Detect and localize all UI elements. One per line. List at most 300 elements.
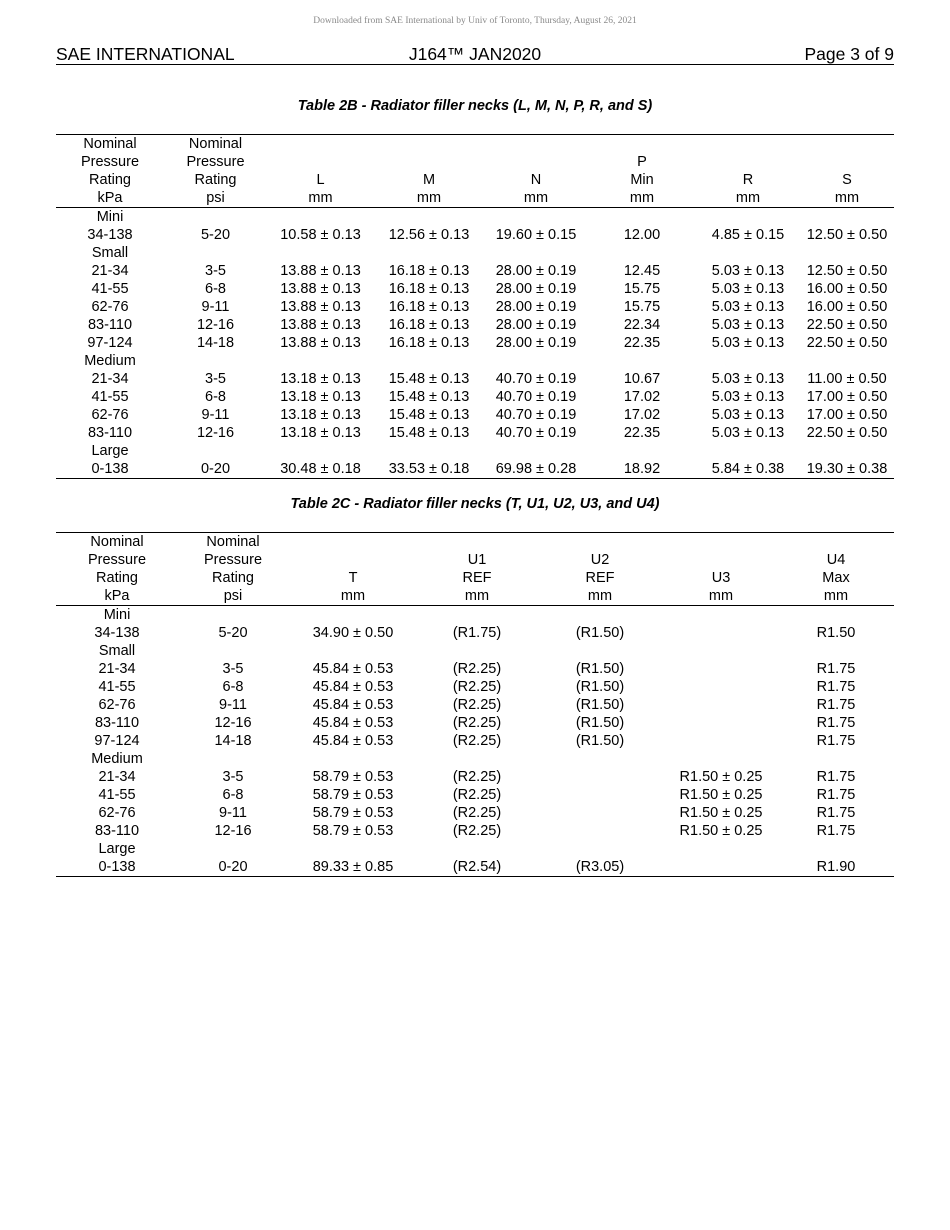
table-cell: 9-11 (219, 805, 247, 821)
table-cell: 15.75 (623, 299, 661, 315)
table-cell: 5.03 ± 0.13 (711, 371, 785, 387)
table-cell: 13.88 ± 0.13 (280, 299, 361, 315)
table-cell: 5.03 ± 0.13 (711, 335, 785, 351)
page-header (56, 44, 894, 65)
group-row (56, 442, 894, 460)
table-cell: 40.70 ± 0.19 (495, 425, 577, 441)
column-header-line: mm (629, 190, 655, 206)
column-header-line: U1 (467, 552, 487, 568)
empty-cell (374, 244, 484, 262)
empty-cell (484, 442, 588, 460)
table-cell: (R2.25) (452, 787, 502, 803)
table-cell: 45.84 ± 0.53 (312, 715, 394, 731)
table-cell: 12.00 (623, 227, 661, 243)
table-cell: 6-8 (222, 787, 244, 803)
column-header-line: L (316, 172, 325, 188)
column-header-line: kPa (97, 190, 123, 206)
table-cell: R1.50 (816, 625, 856, 641)
table-row (56, 460, 894, 479)
table-cell: 16.18 ± 0.13 (388, 263, 470, 279)
table-cell: R1.75 (816, 823, 856, 839)
table-cell: 15.75 (623, 281, 661, 297)
column-header-line: Rating (194, 172, 237, 188)
column-header-line (374, 135, 484, 153)
table-cell: 22.35 (623, 425, 661, 441)
column-header-line (800, 153, 894, 171)
table-cell: R1.50 ± 0.25 (679, 823, 763, 839)
table-cell: 34-138 (87, 227, 133, 243)
table-cell: 45.84 ± 0.53 (312, 679, 394, 695)
table-cell: 13.18 ± 0.13 (280, 425, 361, 441)
table-cell: 13.88 ± 0.13 (280, 281, 361, 297)
table-cell: 9-11 (201, 407, 230, 423)
table-cell: 12-16 (214, 715, 252, 731)
table-cell: 41-55 (98, 679, 136, 695)
column-header-line (267, 135, 374, 153)
empty-cell (288, 606, 418, 625)
empty-cell (484, 244, 588, 262)
table-cell: 3-5 (222, 769, 244, 785)
empty-cell (178, 642, 288, 660)
group-row (56, 208, 894, 227)
table-cell: 40.70 ± 0.19 (495, 371, 577, 387)
column-header-line: mm (464, 588, 490, 604)
table-cell (536, 768, 664, 786)
column-header (588, 135, 696, 208)
table-cell: 13.88 ± 0.13 (280, 263, 361, 279)
empty-cell (800, 244, 894, 262)
table-row (56, 858, 894, 877)
column-header-line: Rating (89, 172, 131, 188)
empty-cell (536, 750, 664, 768)
table-cell: 41-55 (98, 787, 136, 803)
column-header-line: psi (223, 588, 243, 604)
column-header-line: M (422, 172, 436, 188)
table-cell: 5.03 ± 0.13 (711, 389, 785, 405)
table-cell: 16.18 ± 0.13 (388, 317, 470, 333)
column-header-line (588, 135, 696, 153)
column-header-line (374, 153, 484, 171)
column-header (374, 135, 484, 208)
table-cell: 12.45 (623, 263, 661, 279)
table-cell: 19.60 ± 0.15 (495, 227, 577, 243)
page-number: Page 3 of 9 (804, 44, 894, 64)
table-row (56, 424, 894, 442)
column-header-line (484, 153, 588, 171)
table-cell: 30.48 ± 0.18 (280, 461, 361, 477)
table-cell: 58.79 ± 0.53 (312, 787, 394, 803)
empty-cell (178, 606, 288, 625)
table-row (56, 334, 894, 352)
header-row (56, 135, 894, 208)
table-cell (664, 696, 778, 714)
organization-name: SAE INTERNATIONAL (56, 44, 235, 64)
table-cell: 28.00 ± 0.19 (495, 299, 577, 315)
column-header-line: Min (630, 172, 654, 188)
column-header (288, 533, 418, 606)
table-cell: 4.85 ± 0.15 (711, 227, 785, 243)
table-cell: 21-34 (91, 371, 129, 387)
empty-cell (484, 208, 588, 227)
table-row (56, 786, 894, 804)
table-cell: 14-18 (214, 733, 252, 749)
empty-cell (418, 642, 536, 660)
table-cell: 16.18 ± 0.13 (388, 335, 470, 351)
table-cell: 5.03 ± 0.13 (711, 299, 785, 315)
column-header-line (418, 533, 536, 551)
column-header-line (484, 135, 588, 153)
empty-cell (536, 840, 664, 858)
column-header-line: N (530, 172, 542, 188)
table-cell: 22.50 ± 0.50 (806, 425, 888, 441)
table-cell: 97-124 (94, 733, 140, 749)
table-row (56, 714, 894, 732)
table-cell: (R1.50) (575, 625, 625, 641)
empty-cell (778, 840, 894, 858)
column-header-line (288, 551, 418, 569)
table-cell: (R1.50) (575, 697, 625, 713)
column-header-line: mm (340, 588, 366, 604)
table-cell: 89.33 ± 0.85 (312, 859, 394, 875)
table-cell: 5.03 ± 0.13 (711, 407, 785, 423)
table-cell: (R3.05) (575, 859, 625, 875)
column-header-line: T (348, 570, 358, 586)
group-row (56, 642, 894, 660)
empty-cell (418, 750, 536, 768)
table-row (56, 768, 894, 786)
column-header-line (696, 153, 800, 171)
column-header-line (696, 135, 800, 153)
table-2b-caption: Table 2B - Radiator filler necks (L, M, N, P, R, and S) (297, 98, 653, 114)
empty-cell (164, 442, 267, 460)
table-row (56, 226, 894, 244)
column-header-line: Pressure (80, 154, 140, 170)
table-cell (664, 858, 778, 877)
table-cell: 40.70 ± 0.19 (495, 407, 577, 423)
empty-cell (664, 750, 778, 768)
table-cell: 62-76 (91, 299, 129, 315)
empty-cell (164, 244, 267, 262)
table-cell: 22.34 (623, 317, 661, 333)
table-cell: 5.03 ± 0.13 (711, 281, 785, 297)
empty-cell (178, 750, 288, 768)
table-2c-caption: Table 2C - Radiator filler necks (T, U1, U2, U3, and U4) (290, 496, 660, 512)
table-cell: 0-20 (218, 859, 248, 875)
table-row (56, 696, 894, 714)
document-id: J164™ JAN2020 (408, 44, 542, 64)
column-header-line: mm (823, 588, 849, 604)
table-cell: 11.00 ± 0.50 (807, 371, 887, 387)
size-class-label: Medium (84, 353, 136, 369)
column-header-line: Pressure (87, 552, 147, 568)
empty-cell (664, 642, 778, 660)
table-cell: 17.02 (623, 389, 661, 405)
column-header (267, 135, 374, 208)
empty-cell (288, 840, 418, 858)
column-header (778, 533, 894, 606)
table-cell: (R2.25) (452, 661, 502, 677)
empty-cell (418, 840, 536, 858)
table-cell: 6-8 (205, 281, 226, 297)
table-2b (56, 134, 894, 479)
table-cell: 18.92 (623, 461, 661, 477)
table-cell: 0-138 (98, 859, 136, 875)
table-cell: 58.79 ± 0.53 (312, 823, 394, 839)
empty-cell (267, 244, 374, 262)
table-cell: 9-11 (219, 697, 247, 713)
table-row (56, 624, 894, 642)
header-row (56, 533, 894, 606)
table-row (56, 388, 894, 406)
size-class-label: Small (91, 245, 129, 261)
table-row (56, 280, 894, 298)
table-cell: (R2.25) (452, 805, 502, 821)
column-header-line: mm (587, 588, 613, 604)
table-cell: 17.02 (623, 407, 661, 423)
column-header-line: REF (462, 570, 492, 586)
size-class-label: Mini (103, 607, 131, 623)
table-cell: (R2.25) (452, 697, 502, 713)
column-header-line: mm (523, 190, 549, 206)
table-cell: (R1.50) (575, 733, 625, 749)
table-cell: 16.18 ± 0.13 (388, 299, 470, 315)
table-cell: (R1.50) (575, 679, 625, 695)
column-header (56, 533, 178, 606)
table-cell: (R2.25) (452, 679, 502, 695)
table-cell: 13.18 ± 0.13 (280, 389, 361, 405)
column-header (696, 135, 800, 208)
table-cell: 15.48 ± 0.13 (388, 407, 470, 423)
table-cell: 15.48 ± 0.13 (388, 389, 470, 405)
column-header-line: U3 (711, 570, 731, 586)
table-cell: 28.00 ± 0.19 (495, 263, 577, 279)
table-cell: R1.75 (816, 679, 856, 695)
size-class-label: Large (98, 841, 136, 857)
empty-cell (696, 208, 800, 227)
empty-cell (588, 442, 696, 460)
size-class-label: Medium (91, 751, 143, 767)
table-cell (664, 678, 778, 696)
table-cell: 13.88 ± 0.13 (280, 335, 361, 351)
table-cell: (R2.25) (452, 715, 502, 731)
table-cell: R1.75 (816, 661, 856, 677)
table-cell: (R2.25) (452, 823, 502, 839)
column-header-line: mm (308, 190, 333, 206)
table-cell: 33.53 ± 0.18 (388, 461, 470, 477)
empty-cell (588, 244, 696, 262)
empty-cell (696, 244, 800, 262)
empty-cell (696, 442, 800, 460)
table-cell: R1.50 ± 0.25 (679, 805, 763, 821)
table-cell: 5-20 (218, 625, 248, 641)
table-cell: 22.50 ± 0.50 (806, 335, 888, 351)
table-cell (536, 786, 664, 804)
column-header (164, 135, 267, 208)
table-cell: 21-34 (98, 661, 136, 677)
table-cell: 0-20 (200, 461, 231, 477)
size-class-label: Large (91, 443, 129, 459)
table-cell: 41-55 (91, 281, 129, 297)
column-header-line: Pressure (186, 154, 245, 170)
column-header-line: mm (735, 190, 761, 206)
column-header-line: Nominal (90, 534, 144, 550)
group-row (56, 606, 894, 625)
table-cell (664, 660, 778, 678)
column-header-line: mm (834, 190, 860, 206)
table-row (56, 822, 894, 840)
table-cell (536, 804, 664, 822)
empty-cell (374, 208, 484, 227)
column-header-line (778, 533, 894, 551)
table-cell: 34.90 ± 0.50 (312, 625, 394, 641)
table-cell: R1.90 (816, 859, 856, 875)
table-row (56, 678, 894, 696)
table-2c (56, 532, 894, 877)
table-cell: R1.50 ± 0.25 (679, 787, 763, 803)
table-cell: 22.50 ± 0.50 (806, 317, 888, 333)
column-header-line: mm (708, 588, 734, 604)
table-cell: (R1.50) (575, 661, 625, 677)
empty-cell (288, 750, 418, 768)
empty-cell (484, 352, 588, 370)
table-cell: R1.75 (816, 733, 856, 749)
table-cell: 9-11 (201, 299, 230, 315)
table-cell: 5.03 ± 0.13 (711, 263, 785, 279)
column-header-line: Nominal (206, 534, 260, 550)
table-cell: 12.56 ± 0.13 (388, 227, 470, 243)
empty-cell (696, 352, 800, 370)
empty-cell (164, 352, 267, 370)
table-cell: 0-138 (91, 461, 129, 477)
empty-cell (374, 442, 484, 460)
column-header-line: Nominal (83, 136, 137, 152)
empty-cell (267, 442, 374, 460)
column-header (418, 533, 536, 606)
table-cell: 6-8 (205, 389, 226, 405)
column-header-line: S (842, 172, 852, 188)
column-header-line: Rating (212, 570, 254, 586)
column-header (56, 135, 164, 208)
column-header-line: Nominal (188, 136, 243, 152)
table-cell: R1.50 ± 0.25 (679, 769, 763, 785)
group-row (56, 352, 894, 370)
table-cell: 58.79 ± 0.53 (312, 805, 394, 821)
table-cell: 16.00 ± 0.50 (806, 299, 888, 315)
table-cell: 21-34 (91, 263, 129, 279)
column-header-line: REF (585, 570, 615, 586)
empty-cell (164, 208, 267, 227)
empty-cell (178, 840, 288, 858)
table-cell: 83-110 (94, 823, 140, 839)
group-row (56, 750, 894, 768)
table-cell: 19.30 ± 0.38 (806, 461, 888, 477)
empty-cell (588, 208, 696, 227)
table-cell: 83-110 (87, 425, 133, 441)
table-cell: 41-55 (91, 389, 129, 405)
column-header-line (267, 153, 374, 171)
download-watermark: Downloaded from SAE International by Univ of Toronto, Thursday, August 26, 2021 (313, 16, 637, 26)
table-cell: 5-20 (200, 227, 231, 243)
column-header-line: Pressure (203, 552, 263, 568)
table-cell: 16.18 ± 0.13 (388, 281, 470, 297)
table-cell: 12-16 (196, 425, 235, 441)
column-header (178, 533, 288, 606)
table-cell: 5.03 ± 0.13 (711, 425, 785, 441)
table-cell: (R2.54) (452, 859, 502, 875)
table-cell: 45.84 ± 0.53 (312, 697, 394, 713)
table-cell: (R2.25) (452, 733, 502, 749)
table-row (56, 370, 894, 388)
table-cell: 3-5 (205, 371, 226, 387)
table-cell: 12.50 ± 0.50 (806, 227, 888, 243)
empty-cell (536, 642, 664, 660)
column-header-line (536, 533, 664, 551)
table-cell: 97-124 (87, 335, 133, 351)
column-header-line (288, 533, 418, 551)
table-cell: 45.84 ± 0.53 (312, 733, 394, 749)
table-cell: 17.00 ± 0.50 (806, 389, 888, 405)
table-cell: 6-8 (222, 679, 244, 695)
table-cell: 62-76 (91, 407, 129, 423)
table-cell: 28.00 ± 0.19 (495, 281, 577, 297)
column-header (484, 135, 588, 208)
empty-cell (664, 606, 778, 625)
table-cell: 83-110 (87, 317, 133, 333)
table-cell: 21-34 (98, 769, 136, 785)
table-row (56, 316, 894, 334)
empty-cell (778, 642, 894, 660)
table-row (56, 406, 894, 424)
size-class-label: Small (98, 643, 136, 659)
table-cell: 13.18 ± 0.13 (280, 371, 361, 387)
table-cell: (R2.25) (452, 769, 502, 785)
empty-cell (588, 352, 696, 370)
table-cell: 3-5 (205, 263, 226, 279)
column-header-line: Rating (96, 570, 138, 586)
table-row (56, 732, 894, 750)
table-cell (664, 624, 778, 642)
column-header-line: U2 (590, 552, 610, 568)
table-cell: 62-76 (98, 805, 136, 821)
table-cell: 14-18 (196, 335, 235, 351)
table-cell: 15.48 ± 0.13 (388, 425, 470, 441)
column-header-line: mm (416, 190, 442, 206)
table-cell: 22.35 (623, 335, 661, 351)
empty-cell (267, 352, 374, 370)
table-cell: 62-76 (98, 697, 136, 713)
column-header-line: R (742, 172, 754, 188)
table-cell: 5.03 ± 0.13 (711, 317, 785, 333)
empty-cell (288, 642, 418, 660)
group-row (56, 840, 894, 858)
table-row (56, 298, 894, 316)
table-cell: 10.67 (623, 371, 661, 387)
table-row (56, 262, 894, 280)
table-cell: R1.75 (816, 787, 856, 803)
table-cell: (R1.75) (452, 625, 502, 641)
table-cell: 15.48 ± 0.13 (388, 371, 470, 387)
table-cell: 12.50 ± 0.50 (806, 263, 888, 279)
column-header (664, 533, 778, 606)
table-row (56, 804, 894, 822)
column-header-line: U4 (826, 552, 846, 568)
table-cell (664, 714, 778, 732)
empty-cell (267, 208, 374, 227)
empty-cell (418, 606, 536, 625)
table-cell: 17.00 ± 0.50 (806, 407, 888, 423)
table-cell: 83-110 (94, 715, 140, 731)
table-cell: R1.75 (816, 715, 856, 731)
